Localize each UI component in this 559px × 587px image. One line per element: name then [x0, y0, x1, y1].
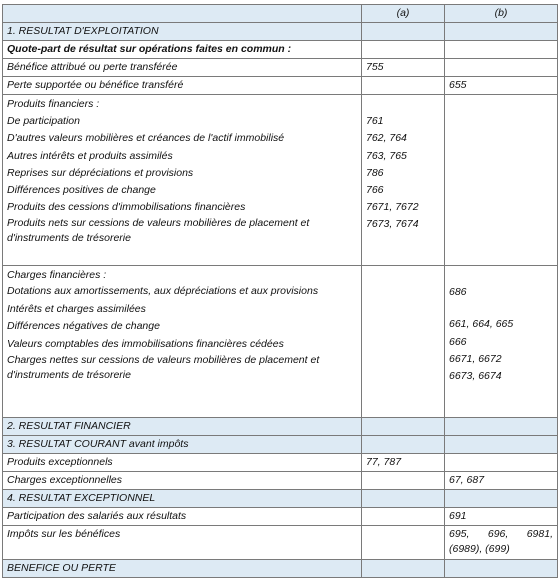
- account-mapping-table: [2, 4, 558, 578]
- label-benefice-attribue: Bénéfice attribué ou perte transférée: [3, 59, 362, 77]
- list-item-value: 6673, 6674: [449, 370, 502, 383]
- row-resultat-exceptionnel: [3, 490, 558, 508]
- label-impots: Impôts sur les bénéfices: [3, 526, 362, 560]
- label-participation: Participation des salariés aux résultats: [3, 508, 362, 526]
- list-item-value: 766: [366, 184, 384, 197]
- row-charges-financieres: [3, 266, 558, 418]
- list-item-value: 6671, 6672: [449, 352, 502, 365]
- list-item-value: 761: [366, 115, 384, 128]
- list-item: Produits des cessions d'immobilisations financières: [7, 201, 246, 214]
- list-item-value: 762, 764: [366, 132, 407, 145]
- list-item-value: 686: [449, 286, 467, 299]
- list-item: Reprises sur dépréciations et provisions: [7, 166, 194, 179]
- label-benefice-ou-perte: BENEFICE OU PERTE: [3, 560, 362, 578]
- row-resultat-courant: [3, 436, 558, 454]
- value-perte-supportee-b: 655: [445, 77, 558, 95]
- row-resultat-financier: [3, 418, 558, 436]
- list-item: Différences positives de change: [7, 184, 156, 197]
- charges-financieres-title: Charges financières :: [7, 269, 107, 281]
- list-item-value: 661, 664, 665: [449, 318, 514, 331]
- charges-financieres-labels: [3, 266, 362, 418]
- row-perte-supportee: [3, 77, 558, 95]
- value-charges-exceptionnelles-b: 67, 687: [445, 472, 558, 490]
- header-empty-cell: [3, 5, 362, 23]
- label-perte-supportee: Perte supportée ou bénéfice transféré: [3, 77, 362, 95]
- label-resultat-exceptionnel: 4. RESULTAT EXCEPTIONNEL: [3, 490, 362, 508]
- produits-financiers-labels: [3, 95, 362, 266]
- label-produits-exceptionnels: Produits exceptionnels: [3, 454, 362, 472]
- list-item-value: 7671, 7672: [366, 201, 419, 214]
- list-item: Intérêts et charges assimilées: [7, 303, 146, 316]
- charges-financieres-col-b: [445, 266, 558, 418]
- row-charges-exceptionnelles: [3, 472, 558, 490]
- value-benefice-attribue-a: 755: [362, 59, 445, 77]
- list-item-value: 666: [449, 335, 467, 348]
- header-col-b: (b): [445, 5, 558, 23]
- value-participation-b: 691: [445, 508, 558, 526]
- list-item-value: 786: [366, 166, 384, 179]
- header-col-a: (a): [362, 5, 445, 23]
- label-resultat-financier: 2. RESULTAT FINANCIER: [3, 418, 362, 436]
- list-item: Valeurs comptables des immobilisations financières cédées: [7, 337, 284, 350]
- row-participation: [3, 508, 558, 526]
- list-item-value: 763, 765: [366, 149, 407, 162]
- list-item: Différences négatives de change: [7, 320, 160, 333]
- label-resultat-courant: 3. RESULTAT COURANT avant impôts: [3, 436, 362, 454]
- list-item: D'autres valeurs mobilières et créances de l'actif immobilisé: [7, 132, 285, 145]
- produits-financiers-col-a: [362, 95, 445, 266]
- label-quote-part: Quote-part de résultat sur opérations faites en commun :: [3, 41, 362, 59]
- list-item: Autres intérêts et produits assimilés: [7, 149, 173, 162]
- row-benefice-ou-perte: [3, 560, 558, 578]
- produits-financiers-title: Produits financiers :: [7, 98, 100, 110]
- list-item-value: 7673, 7674: [366, 218, 419, 231]
- row-quote-part: [3, 41, 558, 59]
- label-resultat-exploitation: 1. RESULTAT D'EXPLOITATION: [3, 23, 362, 41]
- list-item: Charges nettes sur cessions de valeurs mobilières de placement et d'instruments de trésorerie: [7, 353, 320, 381]
- list-item: Produits nets sur cessions de valeurs mobilières de placement et d'instruments de trésorerie: [7, 217, 310, 245]
- value-impots-b: 695, 696, 6981, (6989), (699): [445, 526, 558, 560]
- table-header-row: [3, 5, 558, 23]
- row-produits-exceptionnels: [3, 454, 558, 472]
- label-charges-exceptionnelles: Charges exceptionnelles: [3, 472, 362, 490]
- list-item: Dotations aux amortissements, aux dépréciations et aux provisions: [7, 285, 319, 298]
- row-benefice-attribue: [3, 59, 558, 77]
- row-resultat-exploitation: [3, 23, 558, 41]
- row-impots: [3, 526, 558, 560]
- row-produits-financiers: [3, 95, 558, 266]
- list-item: De participation: [7, 115, 80, 128]
- value-produits-exceptionnels-a: 77, 787: [362, 454, 445, 472]
